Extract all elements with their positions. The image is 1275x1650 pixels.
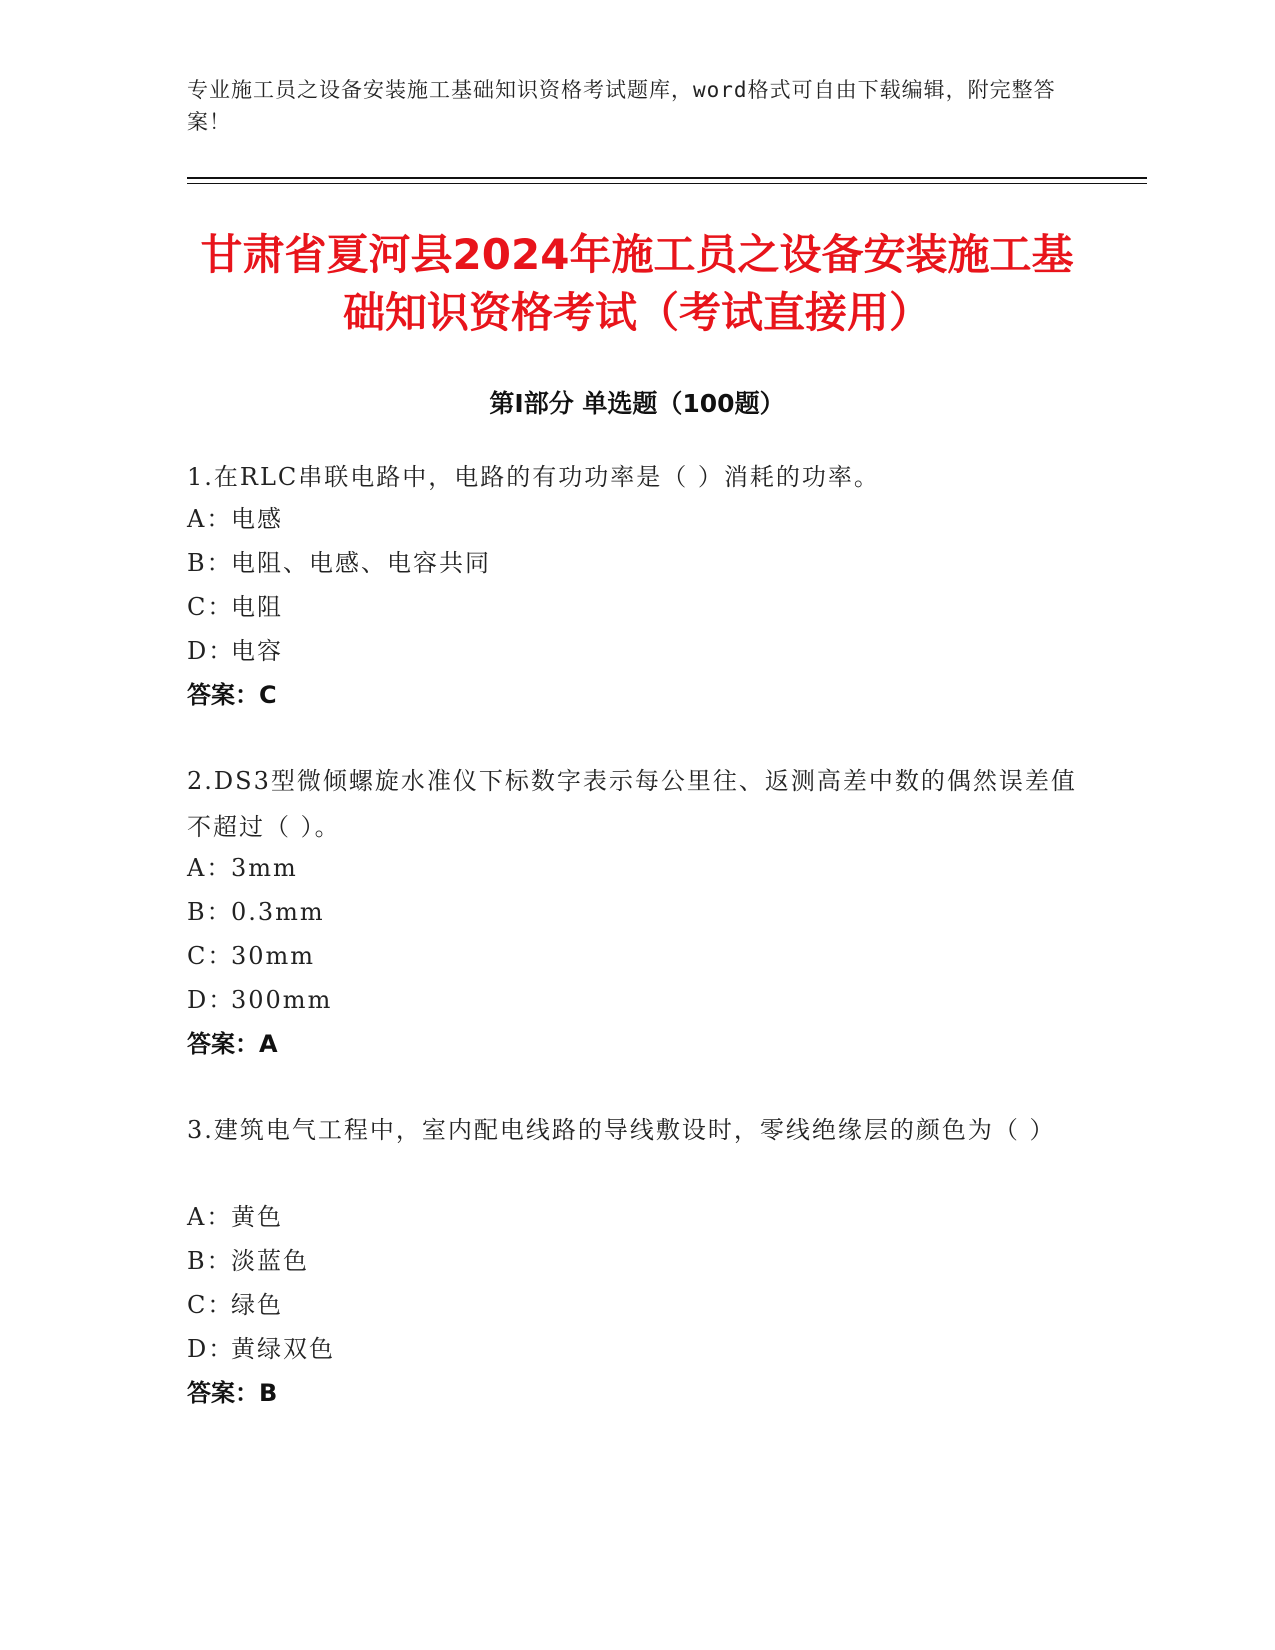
option-a bbox=[187, 1197, 1087, 1237]
option-key: A： bbox=[187, 1203, 233, 1231]
option-text: 300mm bbox=[231, 986, 333, 1014]
option-key: B： bbox=[187, 1247, 233, 1275]
option-d bbox=[187, 1329, 1087, 1369]
option-b bbox=[187, 1241, 1087, 1281]
header-note: 专业施工员之设备安装施工基础知识资格考试题库，word格式可自由下载编辑，附完整答案！ bbox=[187, 78, 1056, 134]
question-text: 1.在RLC串联电路中，电路的有功功率是（ ）消耗的功率。 bbox=[187, 463, 880, 491]
option-c bbox=[187, 1285, 1087, 1325]
option-text: 电阻 bbox=[231, 593, 283, 621]
option-text: 电感 bbox=[231, 505, 283, 533]
option-c bbox=[187, 587, 1087, 627]
header-divider-thin bbox=[187, 183, 1147, 184]
option-key: B： bbox=[187, 898, 233, 926]
option-key: C： bbox=[187, 942, 234, 970]
option-key: C： bbox=[187, 593, 234, 621]
answer-line: 答案：B bbox=[187, 1379, 278, 1407]
option-text: 电阻、电感、电容共同 bbox=[231, 549, 491, 577]
option-text: 30mm bbox=[231, 942, 316, 970]
option-a bbox=[187, 499, 1087, 539]
answer-line: 答案：A bbox=[187, 1030, 278, 1058]
question-text: 2.DS3型微倾螺旋水准仪下标数字表示每公里往、返测高差中数的偶然误差值不超过（ ）。 bbox=[187, 767, 1077, 841]
header-divider-thick bbox=[187, 177, 1147, 179]
option-d bbox=[187, 631, 1087, 671]
option-key: A： bbox=[187, 854, 233, 882]
option-key: A： bbox=[187, 505, 233, 533]
option-text: 黄绿双色 bbox=[231, 1335, 335, 1363]
option-text: 电容 bbox=[231, 637, 283, 665]
option-text: 淡蓝色 bbox=[231, 1247, 309, 1275]
option-text: 绿色 bbox=[231, 1291, 283, 1319]
option-b bbox=[187, 892, 1087, 932]
document-title: 甘肃省夏河县2024年施工员之设备安装施工基础知识资格考试（考试直接用） bbox=[200, 230, 1074, 337]
option-b bbox=[187, 543, 1087, 583]
option-d bbox=[187, 980, 1087, 1020]
question-text: 3.建筑电气工程中，室内配电线路的导线敷设时，零线绝缘层的颜色为（ ） bbox=[187, 1116, 1056, 1144]
option-c bbox=[187, 936, 1087, 976]
option-text: 3mm bbox=[231, 854, 298, 882]
option-a bbox=[187, 848, 1087, 888]
option-text: 0.3mm bbox=[231, 898, 325, 926]
option-key: D： bbox=[187, 637, 235, 665]
option-text: 黄色 bbox=[231, 1203, 283, 1231]
answer-line: 答案：C bbox=[187, 681, 277, 709]
option-key: C： bbox=[187, 1291, 234, 1319]
section-heading: 第Ⅰ部分 单选题（100题） bbox=[489, 389, 785, 418]
option-key: D： bbox=[187, 986, 235, 1014]
option-key: B： bbox=[187, 549, 233, 577]
option-key: D： bbox=[187, 1335, 235, 1363]
